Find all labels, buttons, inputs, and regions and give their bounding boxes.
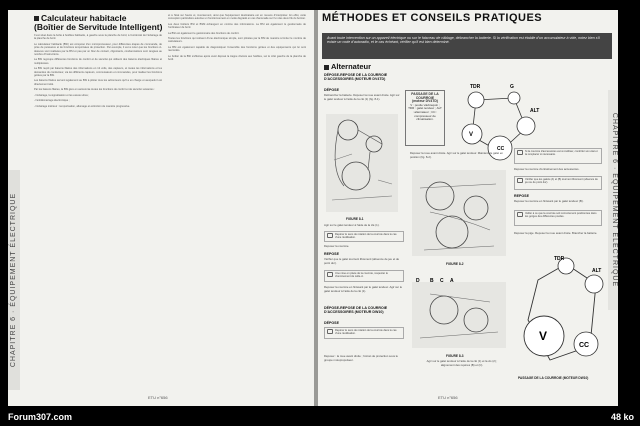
figure-8-3-legend: Agir sur le galet tendeur à l'aide de la clé (1) et la vis (2) ; alignement des repères (B) et (C). [426, 359, 498, 367]
figure-8-1 [322, 110, 402, 220]
left-page [8, 10, 314, 406]
right-text: Déposer la pige. Reposer la roue avant droite. Brancher la batterie. [514, 231, 598, 235]
note-text: Repérer le sens de rotation de la courroie dans le cas d'une réutilisation. [335, 329, 397, 336]
left-title-line2: (Boîtier de Servitude Intelligent) [34, 22, 163, 32]
pulley-label: CC [497, 146, 505, 152]
left-folio: ETU n°656 [148, 395, 168, 400]
pulley-label: CC [579, 342, 590, 349]
note-box [324, 327, 404, 339]
note-text: Une mise en place de la courroie, respecter le cheminement de celle-ci. [335, 272, 388, 279]
label-a: A [450, 278, 454, 284]
figure-8-2 [410, 168, 508, 260]
repose-text: Vérifier que le galet tournent librement (absence de jeu et de point dur). [324, 257, 400, 265]
depose-text: Débrancher la batterie. Déposer la roue avant droite. Agir sur le galet tendeur à l'aide de la clé (1) (fig. 8-1). [324, 93, 400, 101]
pulley-label: ALT [530, 108, 540, 114]
pulley-label: TDR [554, 256, 565, 262]
passage-subtitle: (moteur DV4TD) [412, 99, 438, 104]
warning-hand-icon [517, 150, 523, 155]
note-box [514, 176, 602, 190]
belt-diagram-dw10 [514, 250, 606, 374]
figure-background [412, 282, 506, 348]
left-column-2 [168, 14, 306, 394]
paragraph: Le calculateur habitacle (BSI) est composé d'un microprocesseur, pour différentes étapes de commande, de prise de puissance et de fonctions temporisées de protection. Par exemple, il est à noter que les fonctions ci-dessous sont réalisées par la BSI et pas par un bloc de contact, clignotants, condamnations sont rangées au nombre d'instructions. [34, 42, 162, 57]
pulley-label: G [510, 84, 514, 90]
paragraph: Les liaisons filaires servent également au BSI à piloter tous les actionneurs qu'il a en charge et auxquels il est directement relié. [34, 79, 162, 86]
warning-hand-icon [327, 272, 333, 277]
middle-text: Déposer la roue avant droite. Agir sur le galet tendeur. Maintenir le galet en position (fig. 8-2). [410, 151, 503, 159]
pulley-tdr [468, 92, 484, 108]
right-chapter-tab-label: CHAPITRE 6 · ÉQUIPEMENT ÉLECTRIQUE [611, 112, 618, 288]
passage-body: V : poulie vilebrequin ; TDR : galet tendeur ; ALT : alternateur ; CC : compresseur de climatisation. [408, 102, 442, 122]
warning-hand-icon [517, 178, 523, 183]
note-text: Vérifier que les galets (A) et (B) tournent librement (absence de jeu ou de point dur). [525, 178, 598, 185]
depose-step: Déposer la courroie. [324, 244, 350, 248]
left-title-line1: Calculateur habitacle [41, 13, 127, 23]
note-text: Repérer le sens de rotation de la courroie dans le cas d'une réutilisation. [335, 233, 397, 240]
paragraph: et à l'état sur l'autre et, inversement, ainsi que l'équipement destinataire est en mesure d'interpréter. En effet, cette conception particulière autorise un fonctionnement en mode dégradé en cas d'anomalie sur l'un des deux fils du bornier. [168, 14, 306, 21]
intro-box: Avant toute intervention sur un appareil électrique ou sur le faisceau de câblage, débrancher la batterie. Si la vérification est établie d'un accumulateur à vide, notez bien s'il existe un code d'autoradio, et le cas échéant, vérifier qu'il est bien déterminé. [322, 33, 612, 59]
figure-8-3 [410, 272, 508, 352]
note-text: Veiller à ce que la courroie soit correctement positionnée dans les gorges des différentes poulies. [525, 212, 597, 219]
label-c: C [440, 278, 444, 284]
figure-dw10-caption: PASSAGE DE LA COURROIE (MOTEUR DW10) [518, 376, 589, 380]
pulley-label: ALT [592, 268, 602, 274]
right-page-header [322, 12, 584, 28]
subheading-repose-right: REPOSE [514, 194, 529, 198]
warning-hand-icon [327, 329, 333, 334]
subheading-depose-dw10: DÉPOSE [324, 321, 339, 325]
paragraph: La BSI reçoit par liaisons filaires des informations en 12 volts, des capteurs, et toutes les informations et les demandes du conducteur, via les différents capteurs, commutateurs et commandes, pour réaliser les fonctions gérées par la BSI. [34, 67, 162, 78]
right-page [318, 10, 618, 406]
paragraph: Le boîtier de la BSI s'effectue après avoir déposé la trappe d'accès aux fusibles, sur le côté gauche de la planche de bord. [168, 54, 306, 62]
note-box [514, 148, 602, 164]
paragraph: Par les liaisons filaires, la BSI gère en autonomie toutes les fonctions de confort et de sécurité suivantes : [34, 88, 155, 92]
paragraph: - l'éclairage intérieur : temporisation, allumage et extinction de manière progressive. [34, 104, 131, 108]
note-text: Si la courroie d'accessoires est à réutiliser, contrôler son état et la remplacer si nécessaire. [525, 150, 598, 157]
figure-8-2-caption: FIGURE 8-2 [446, 262, 464, 266]
paragraph: Il est situé dans la boîte à fusibles habitacle, à gauche sous la planche de bord, à l'extrémité de l'éclairage de la planche de bord. [34, 34, 162, 41]
pulley-alt [585, 275, 603, 293]
paragraph: La BSI est également capable de diagnostiquer l'ensemble des fonctions gérées et des équipements qui lui sont raccordés. [168, 45, 306, 53]
figure-background [412, 170, 506, 256]
left-page-title [34, 14, 162, 32]
paragraph: Les deux boîtiers BSI et BSM échangent en continu des informations. La BSI est également le gestionnaire de l'ordinateur de bord. [168, 22, 306, 30]
bullet-square-icon [34, 16, 39, 21]
figure-8-1-caption: FIGURE 8-1 [346, 217, 364, 221]
subheading-dv4td: DÉPOSE-REPOSE DE LA COURROIE D'ACCESSOIRES (MOTEUR DV4TD) [324, 73, 388, 82]
subheading-depose: DÉPOSE [324, 88, 339, 92]
pulley-alt [517, 117, 535, 135]
subheading-repose: REPOSE [324, 252, 339, 256]
note-box [514, 210, 602, 226]
pulley-label: V [469, 132, 474, 138]
right-text: Déposer la courroie d'entraînement des accessoires. [514, 167, 580, 171]
file-size-label: 48 ko [610, 412, 634, 422]
paragraph: La BSI regroupe différentes fonctions de confort et de sécurité qui utilisent des liaisons électriques filaires et multiplexées. [34, 58, 162, 65]
bullet-square-icon [324, 65, 329, 70]
note-box [324, 231, 404, 242]
right-page-title: MÉTHODES ET CONSEILS PRATIQUES [322, 12, 543, 24]
subheading-dw10: DÉPOSE-REPOSE DE LA COURROIE D'ACCESSOIRES (MOTEUR DW10) [324, 306, 388, 315]
depose-dw10-text: Déposer : la roue avant droite ; l'écran de protection sous le groupe motopropulseur. [324, 354, 398, 362]
watermark-text: Forum307.com [8, 412, 73, 422]
repose-step: Reposer la courroie en finissant par le galet tendeur. Agir sur le galet tendeur à l'aide de la clé (1). [324, 285, 403, 293]
paragraph: - l'antidémarrage électronique ; [34, 99, 70, 103]
paragraph: La BSI est également le gestionnaire des fonctions de confort. [168, 31, 240, 35]
pulley-label: V [539, 329, 548, 343]
warning-hand-icon [327, 233, 333, 238]
paragraph: Toutes les fonctions qui relèvent d'une électronique simple, sont pilotées par la BSI de manière à limiter le nombre de calculateurs. [168, 37, 306, 44]
figure-8-3-caption: FIGURE 8-3 [446, 354, 464, 358]
section-title-label: Alternateur [331, 62, 372, 71]
pulley-label: TDR [470, 84, 481, 90]
passage-box [405, 90, 445, 146]
figure-8-1-note: Agir sur le galet tendeur à l'aide de la clé (1). [324, 223, 380, 227]
warning-hand-icon [517, 212, 523, 217]
section-title [324, 62, 371, 71]
left-column-1 [34, 34, 162, 394]
left-chapter-tab-label: CHAPITRE 6 · ÉQUIPEMENT ÉLECTRIQUE [10, 192, 17, 368]
passage-title: PASSAGE DE LA COURROIE [411, 92, 439, 100]
bottom-strip [0, 406, 640, 426]
label-d: D [416, 278, 420, 284]
paragraph: - l'éclairage, la signalisation et les essuie-vitres ; [34, 93, 90, 97]
right-folio: ETU n°656 [438, 395, 458, 400]
pulley-g [508, 92, 520, 104]
right-text: Reposer la courroie en finissant par le galet tendeur (B). [514, 199, 584, 203]
label-b: B [430, 278, 434, 284]
note-box [324, 270, 404, 282]
